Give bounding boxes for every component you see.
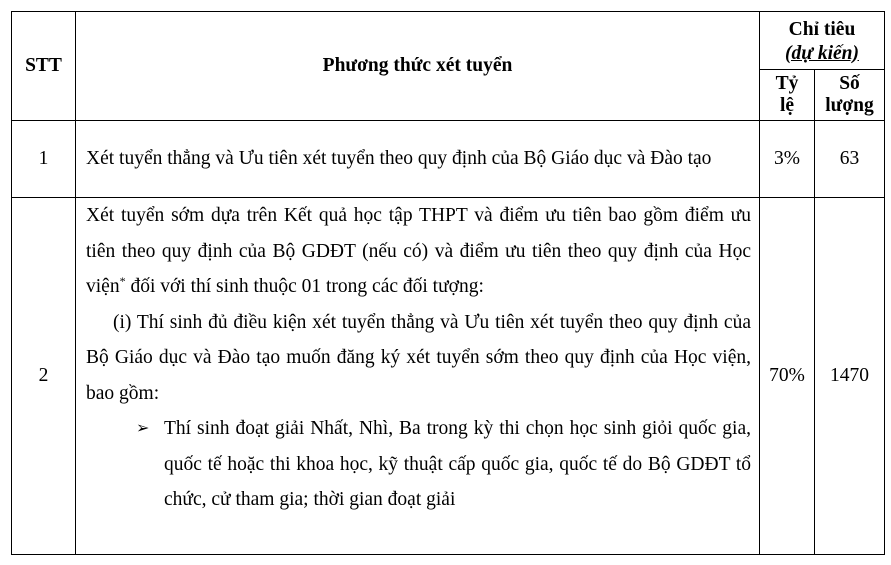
header-count-line1: Số xyxy=(839,73,860,94)
header-count xyxy=(815,70,885,121)
footnote-marker: * xyxy=(119,274,126,288)
header-ratio xyxy=(760,70,815,121)
row-method-text: Xét tuyển thẳng và Ưu tiên xét tuyển theo quy định của Bộ Giáo dục và Đào tạo xyxy=(76,121,760,198)
row-stt: 1 xyxy=(12,121,76,198)
paragraph-criteria-tail: đối với thí sinh thuộc 01 trong các đối tượng: xyxy=(125,276,484,297)
table-row xyxy=(12,198,885,555)
row-ratio: 70% xyxy=(760,198,815,555)
bullet-item xyxy=(86,411,751,518)
header-quota-title: Chỉ tiêu xyxy=(788,18,856,40)
bullet-text: Thí sinh đoạt giải Nhất, Nhì, Ba trong kỳ thi chọn học sinh giỏi quốc gia, quốc tế hoặc thi khoa học, kỹ thuật cấp quốc gia, quốc tế do Bộ GDĐT tổ chức, cử tham gia; thời gian đoạt giải xyxy=(164,418,751,510)
admission-table xyxy=(11,11,885,555)
header-stt: STT xyxy=(12,12,76,121)
row-stt: 2 xyxy=(12,198,76,555)
paragraph-criteria-main: Xét tuyển sớm dựa trên Kết quả học tập THPT và điểm ưu tiên bao gồm điểm ưu tiên theo quy định của Bộ GDĐT (nếu có) và điểm ưu tiên theo quy định của Học viện xyxy=(86,205,751,297)
row-ratio: 3% xyxy=(760,121,815,198)
header-count-line2: lượng xyxy=(825,95,874,116)
row-count: 63 xyxy=(815,121,885,198)
row-method-text xyxy=(76,198,760,555)
header-ratio-line2: lệ xyxy=(779,95,795,116)
row-count: 1470 xyxy=(815,198,885,555)
table-row xyxy=(12,121,885,198)
paragraph-criteria xyxy=(86,198,751,305)
arrow-bullet-icon: ➢ xyxy=(136,420,150,437)
header-quota-sub: (dự kiến) xyxy=(785,42,859,64)
header-method: Phương thức xét tuyển xyxy=(76,12,760,121)
paragraph-item-i: (i) Thí sinh đủ điều kiện xét tuyển thẳng và Ưu tiên xét tuyển theo quy định của Bộ Giáo dục và Đào tạo muốn đăng ký xét tuyển sớm theo quy định của Học viện, bao gồm: xyxy=(86,311,751,404)
header-quota xyxy=(760,12,885,70)
header-ratio-line1: Tỷ xyxy=(775,73,799,94)
